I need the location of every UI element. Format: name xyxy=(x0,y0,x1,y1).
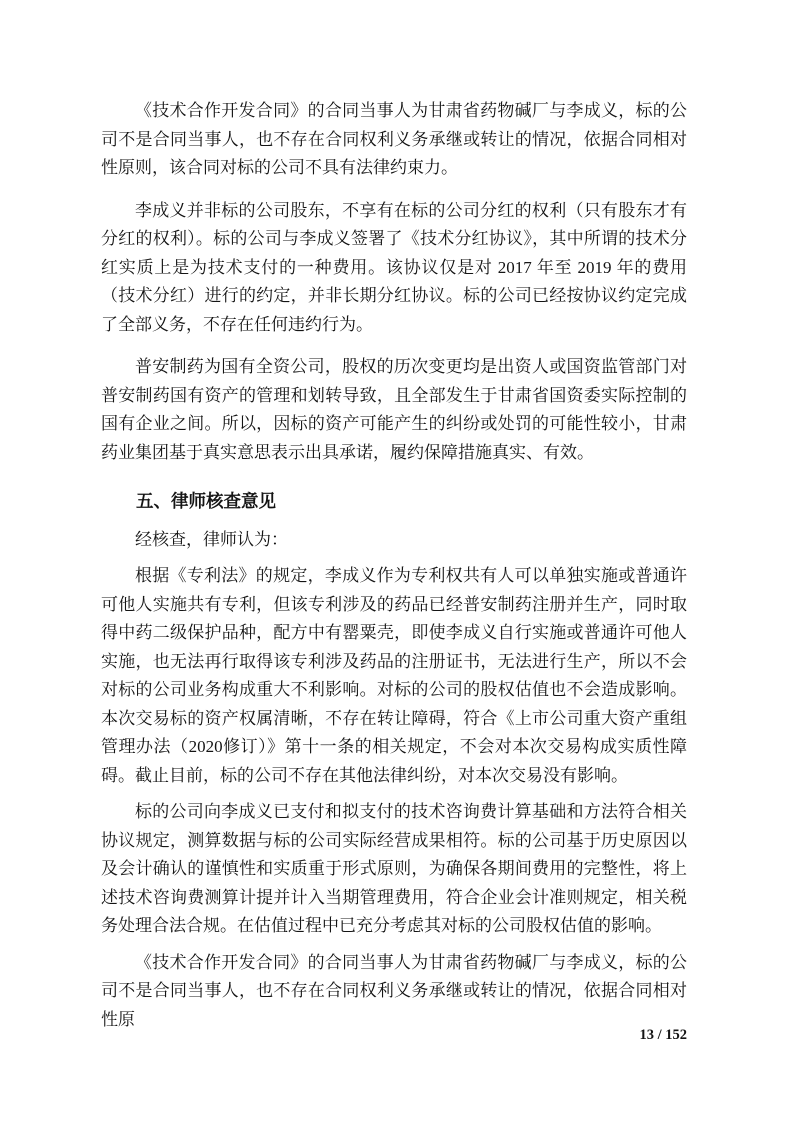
opinion-paragraph-contract-parties-repeat: 《技术合作开发合同》的合同当事人为甘肃省药物碱厂与李成义，标的公司不是合同当事人，也不存在合同权利义务承继或转让的情况，依据合同相对性原 xyxy=(101,952,687,1029)
paragraph-contract-parties: 《技术合作开发合同》的合同当事人为甘肃省药物碱厂与李成义，标的公司不是合同当事人，也不存在合同权利义务承继或转让的情况，依据合同相对性原则，该合同对标的公司不具有法律约束力。 xyxy=(101,101,687,177)
opinion-intro: 经核查，律师认为： xyxy=(135,529,288,549)
opinion-paragraph-patent-law: 根据《专利法》的规定，李成义作为专利权共有人可以单独实施或普通许可他人实施共有专利，但该专利涉及的药品已经普安制药注册并生产，同时取得中药二级保护品种，配方中有罂粟壳，即使李成义自行实施或普通许可他人实施，也无法再行取得该专利涉及药品的注册证书，无法进行生产，所以不会对标的公司业务构成重大不利影响。对标的公司的股权估值也不会造成影响。本次交易标的资产权属清晰，不存在转让障碍，符合《上市公司重大资产重组管理办法（2020修订）》第十一条的相关规定，不会对本次交易构成实质性障碍。截止目前，标的公司不存在其他法律纠纷，对本次交易没有影响。 xyxy=(101,566,687,785)
section-heading-lawyer-opinion: 五、律师核查意见 xyxy=(136,491,276,511)
paragraph-state-owned-company: 普安制药为国有全资公司，股权的历次变更均是出资人或国资监管部门对普安制药国有资产的管理和划转导致，且全部发生于甘肃省国资委实际控制的国有企业之间。所以，因标的资产可能产生的纠纷或处罚的可能性较小，甘肃药业集团基于真实意思表示出具承诺，履约保障措施真实、有效。 xyxy=(101,357,687,462)
page-number: 13 / 152 xyxy=(639,1027,687,1043)
paragraph-dividend-agreement: 李成义并非标的公司股东，不享有在标的公司分红的权利（只有股东才有分红的权利）。标的公司与李成义签署了《技术分红协议》，其中所谓的技术分红实质上是为技术支付的一种费用。该协议仅是对 2017 年至 2019 年的费用（技术分红）进行的约定，并非长期分红协议。标的公司已经按协议约定完成了全部义务，不存在任何违约行为。 xyxy=(101,200,687,334)
opinion-paragraph-consulting-fee: 标的公司向李成义已支付和拟支付的技术咨询费计算基础和方法符合相关协议规定，测算数据与标的公司实际经营成果相符。标的公司基于历史原因以及会计确认的谨慎性和实质重于形式原则，为确保各期间费用的完整性，将上述技术咨询费测算计提并计入当期管理费用，符合企业会计准则规定，相关税务处理合法合规。在估值过程中已充分考虑其对标的公司股权估值的影响。 xyxy=(101,802,687,935)
